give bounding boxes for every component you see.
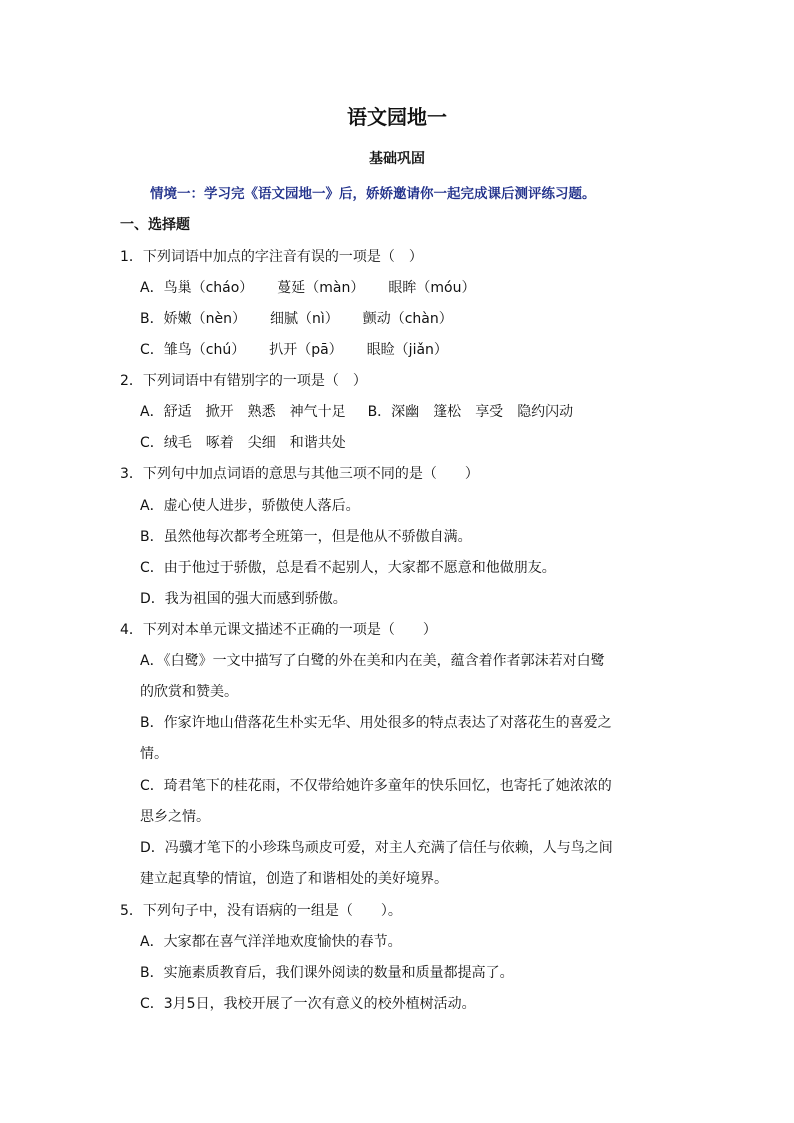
question-2-stem: 2．下列词语中有错别字的一项是（ ） — [120, 373, 367, 389]
question-5-option-b: B．实施素质教育后，我们课外阅读的数量和质量都提高了。 — [140, 965, 514, 981]
option-item: C．绒毛 — [140, 435, 192, 451]
question-1-stem: 1．下列词语中加点的字注音有误的一项是（ ） — [120, 249, 423, 265]
question-1-option-a — [140, 278, 475, 298]
option-item: 眼眸（móu） — [388, 280, 476, 296]
question-2-options-ab — [140, 402, 573, 422]
question-4-option-a-line2: 的欣赏和赞美。 — [140, 684, 238, 700]
question-1-option-b — [140, 309, 453, 329]
option-item: 颤动（chàn） — [362, 311, 453, 327]
option-item: 蔓延（màn） — [277, 280, 365, 296]
option-item: 隐约闪动 — [517, 404, 574, 420]
question-5-option-c: C．3月5日，我校开展了一次有意义的校外植树活动。 — [140, 996, 476, 1012]
option-item: 和谐共处 — [289, 435, 346, 451]
option-item: 享受 — [475, 404, 504, 420]
question-3-option-d: D．我为祖国的强大而感到骄傲。 — [140, 591, 347, 607]
section-subtitle: 基础巩固 — [369, 151, 425, 167]
question-3-stem: 3．下列句中加点词语的意思与其他三项不同的是（ ） — [120, 466, 479, 482]
option-item: 眼睑（jiǎn） — [366, 342, 448, 358]
question-4-option-a-line1: A．《白鹭》一文中描写了白鹭的外在美和内在美，蕴含着作者郭沫若对白鹭 — [140, 653, 605, 669]
question-3-option-c: C．由于他过于骄傲，总是看不起别人，大家都不愿意和他做朋友。 — [140, 560, 556, 576]
option-item: 熟悉 — [247, 404, 276, 420]
option-item: A．鸟巢（cháo） — [140, 280, 254, 296]
question-3-option-a: A．虚心使人进步，骄傲使人落后。 — [140, 498, 360, 514]
option-item: B．深幽 — [367, 404, 420, 420]
question-4-option-c-line2: 思乡之情。 — [140, 809, 210, 825]
option-item: C．雏鸟（chú） — [140, 342, 246, 358]
question-4-option-c-line1: C．琦君笔下的桂花雨，不仅带给她许多童年的快乐回忆，也寄托了她浓浓的 — [140, 778, 612, 794]
option-item: A．舒适 — [140, 404, 192, 420]
question-4-option-d-line2: 建立起真挚的情谊，创造了和谐相处的美好境界。 — [140, 871, 448, 887]
option-item: 掀开 — [205, 404, 234, 420]
question-4-option-d-line1: D．冯骥才笔下的小珍珠鸟顽皮可爱，对主人充满了信任与依赖，人与鸟之间 — [140, 840, 613, 856]
option-item: 篷松 — [433, 404, 462, 420]
question-1-option-c — [140, 340, 448, 360]
question-2-option-c — [140, 433, 346, 453]
question-4-option-b-line2: 情。 — [140, 746, 168, 762]
section-heading: 一、选择题 — [120, 217, 190, 233]
option-item: 神气十足 — [289, 404, 346, 420]
question-4-option-b-line1: B．作家许地山借落花生朴实无华、用处很多的特点表达了对落花生的喜爱之 — [140, 715, 612, 731]
question-3-option-b: B．虽然他每次都考全班第一，但是他从不骄傲自满。 — [140, 529, 472, 545]
option-item: 细腻（nì） — [269, 311, 339, 327]
question-5-option-a: A．大家都在喜气洋洋地欢度愉快的春节。 — [140, 934, 402, 950]
question-4-stem: 4．下列对本单元课文描述不正确的一项是（ ） — [120, 622, 437, 638]
question-5-stem: 5．下列句子中，没有语病的一组是（ ）。 — [120, 903, 402, 919]
option-item: 扒开（pā） — [269, 342, 343, 358]
option-item: B．娇嫩（nèn） — [140, 311, 246, 327]
page-title: 语文园地一 — [347, 105, 447, 129]
scenario-prompt: 情境一：学习完《语文园地一》后，娇娇邀请你一起完成课后测评练习题。 — [150, 186, 596, 202]
option-item: 啄着 — [205, 435, 234, 451]
option-item: 尖细 — [247, 435, 276, 451]
